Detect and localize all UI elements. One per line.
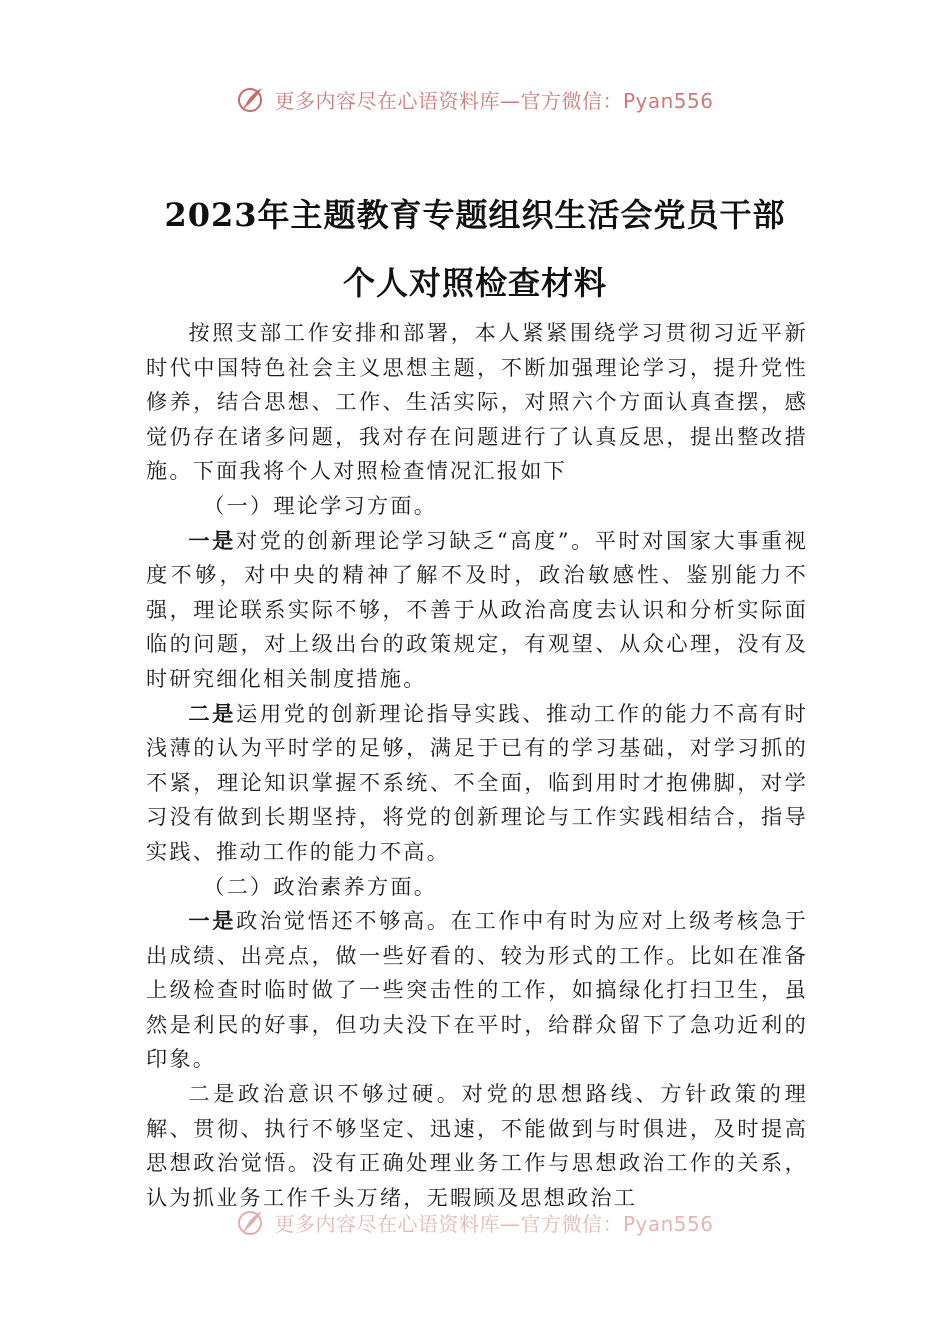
section2-item1	[146, 904, 808, 1077]
watermark-footer	[0, 1207, 950, 1237]
section1-item2	[146, 697, 808, 870]
section2-item2: 二是政治意识不够过硬。对党的思想路线、方针政策的理解、贯彻、执行不够坚定、迅速，不能做到与时俱进，及时提高思想政治觉悟。没有正确处理业务工作与思想政治工作的关系，认为抓业务工作千头万绪，无暇顾及思想政治工	[146, 1081, 808, 1210]
section1-item1	[146, 524, 808, 697]
section1-heading: （一）理论学习方面。	[203, 492, 438, 518]
item-text: 政治觉悟还不够高。在工作中有时为应对上级考核急于出成绩、出亮点，做一些好看的、较为形式的工作。比如在准备上级检查时临时做了一些突击性的工作，如搞绿化打扫卫生，虽然是利民的好事，但功夫没下在平时，给群众留下了急功近利的印象。	[146, 908, 808, 1072]
item-text: 运用党的创新理论指导实践、推动工作的能力不高有时浅薄的认为平时学的足够，满足于已有的学习基础，对学习抓的不紧，理论知识掌握不系统、不全面，临到用时才抱佛脚，对学习没有做到长期坚持，将党的创新理论与工作实践相结合，指导实践、推动工作的能力不高。	[146, 700, 808, 864]
document-body	[146, 316, 808, 1215]
document-title-line1: 2023年主题教育专题组织生活会党员干部	[164, 196, 786, 234]
item-lead: 二是	[188, 700, 237, 726]
feather-pen-logo-icon	[236, 1207, 266, 1237]
feather-pen-logo-icon	[236, 84, 266, 114]
document-title-line2: 个人对照检查材料	[342, 264, 607, 302]
watermark-text: 更多内容尽在心语资料库—官方微信：Pyan556	[274, 88, 714, 113]
item-text: 对党的创新理论学习缺乏“高度”。平时对国家大事重视度不够，对中央的精神了解不及时，政治敏感性、鉴别能力不强，理论联系实际不够，不善于从政治高度去认识和分析实际面临的问题，对上级出台的政策规定，有观望、从众心理，没有及时研究细化相关制度措施。	[146, 527, 808, 691]
watermark-text: 更多内容尽在心语资料库—官方微信：Pyan556	[274, 1211, 714, 1236]
watermark-header	[0, 84, 950, 114]
intro-paragraph: 按照支部工作安排和部署，本人紧紧围绕学习贯彻习近平新时代中国特色社会主义思想主题，不断加强理论学习，提升党性修养，结合思想、工作、生活实际，对照六个方面认真查摆，感觉仍存在诸多问题，我对存在问题进行了认真反思，提出整改措施。下面我将个人对照检查情况汇报如下	[146, 320, 808, 484]
item-lead: 一是	[188, 527, 236, 553]
section2-heading: （二）政治素养方面。	[203, 873, 438, 899]
item-lead: 一是	[188, 908, 237, 934]
